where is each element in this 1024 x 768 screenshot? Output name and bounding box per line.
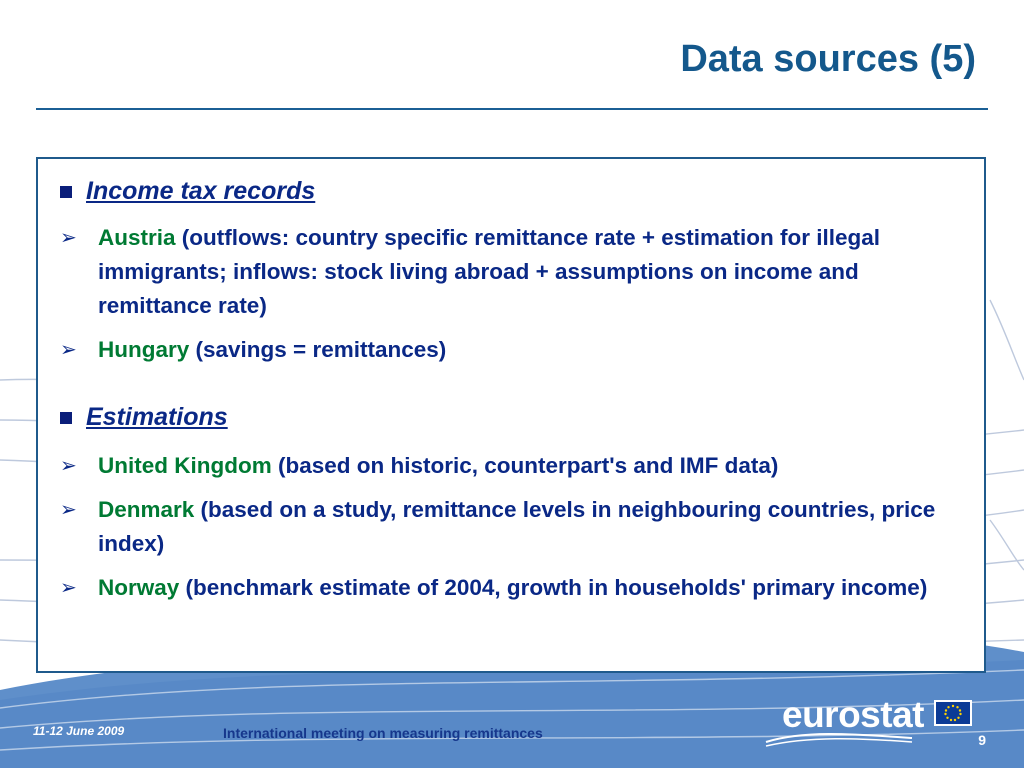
item-description: (outflows: country specific remittance rate + estimation for illegal immigrants; inflows: stock living abroad + assumptions on income and remittance rate) — [98, 225, 881, 318]
list-item-text — [98, 333, 446, 367]
country-name: Norway — [98, 575, 180, 600]
footer-meeting-title: International meeting on measuring remittances — [223, 725, 543, 741]
arrow-bullet-icon: ➢ — [60, 455, 77, 477]
item-description: (based on a study, remittance levels in neighbouring countries, price index) — [98, 497, 936, 556]
item-description: (benchmark estimate of 2004, growth in households' primary income) — [179, 575, 928, 600]
list-item-united-kingdom — [60, 449, 960, 483]
section-heading-estimations — [60, 403, 228, 432]
country-name: United Kingdom — [98, 453, 272, 478]
arrow-bullet-icon: ➢ — [60, 577, 77, 599]
country-name: Austria — [98, 225, 176, 250]
square-bullet-icon — [60, 186, 72, 198]
title-divider — [36, 108, 988, 110]
page-title: Data sources (5) — [680, 38, 976, 80]
country-name: Denmark — [98, 497, 195, 522]
arrow-bullet-icon: ➢ — [60, 339, 77, 361]
arrow-bullet-icon: ➢ — [60, 499, 77, 521]
list-item-text — [98, 493, 960, 561]
item-description: (based on historic, counterpart's and IMF data) — [271, 453, 779, 478]
list-item-austria — [60, 221, 960, 323]
arrow-bullet-icon: ➢ — [60, 227, 77, 249]
content-frame — [36, 157, 986, 673]
list-item-hungary — [60, 333, 960, 367]
section-heading-text: Estimations — [86, 403, 228, 431]
eu-flag-icon — [934, 700, 972, 726]
list-item-text — [98, 449, 778, 483]
item-description: (savings = remittances) — [189, 337, 447, 362]
logo-swoosh-icon — [764, 728, 914, 748]
country-name: Hungary — [98, 337, 190, 362]
section-heading-text: Income tax records — [86, 177, 316, 205]
logo-wordmark: eurostat — [782, 694, 924, 735]
list-item-norway — [60, 571, 960, 605]
footer-date: 11-12 June 2009 — [33, 724, 125, 738]
eurostat-logo — [764, 692, 976, 750]
page-number: 9 — [978, 732, 986, 748]
list-item-text — [98, 221, 960, 323]
section-heading-income-tax-records — [60, 177, 315, 206]
list-item-denmark — [60, 493, 960, 561]
square-bullet-icon — [60, 412, 72, 424]
list-item-text — [98, 571, 927, 605]
